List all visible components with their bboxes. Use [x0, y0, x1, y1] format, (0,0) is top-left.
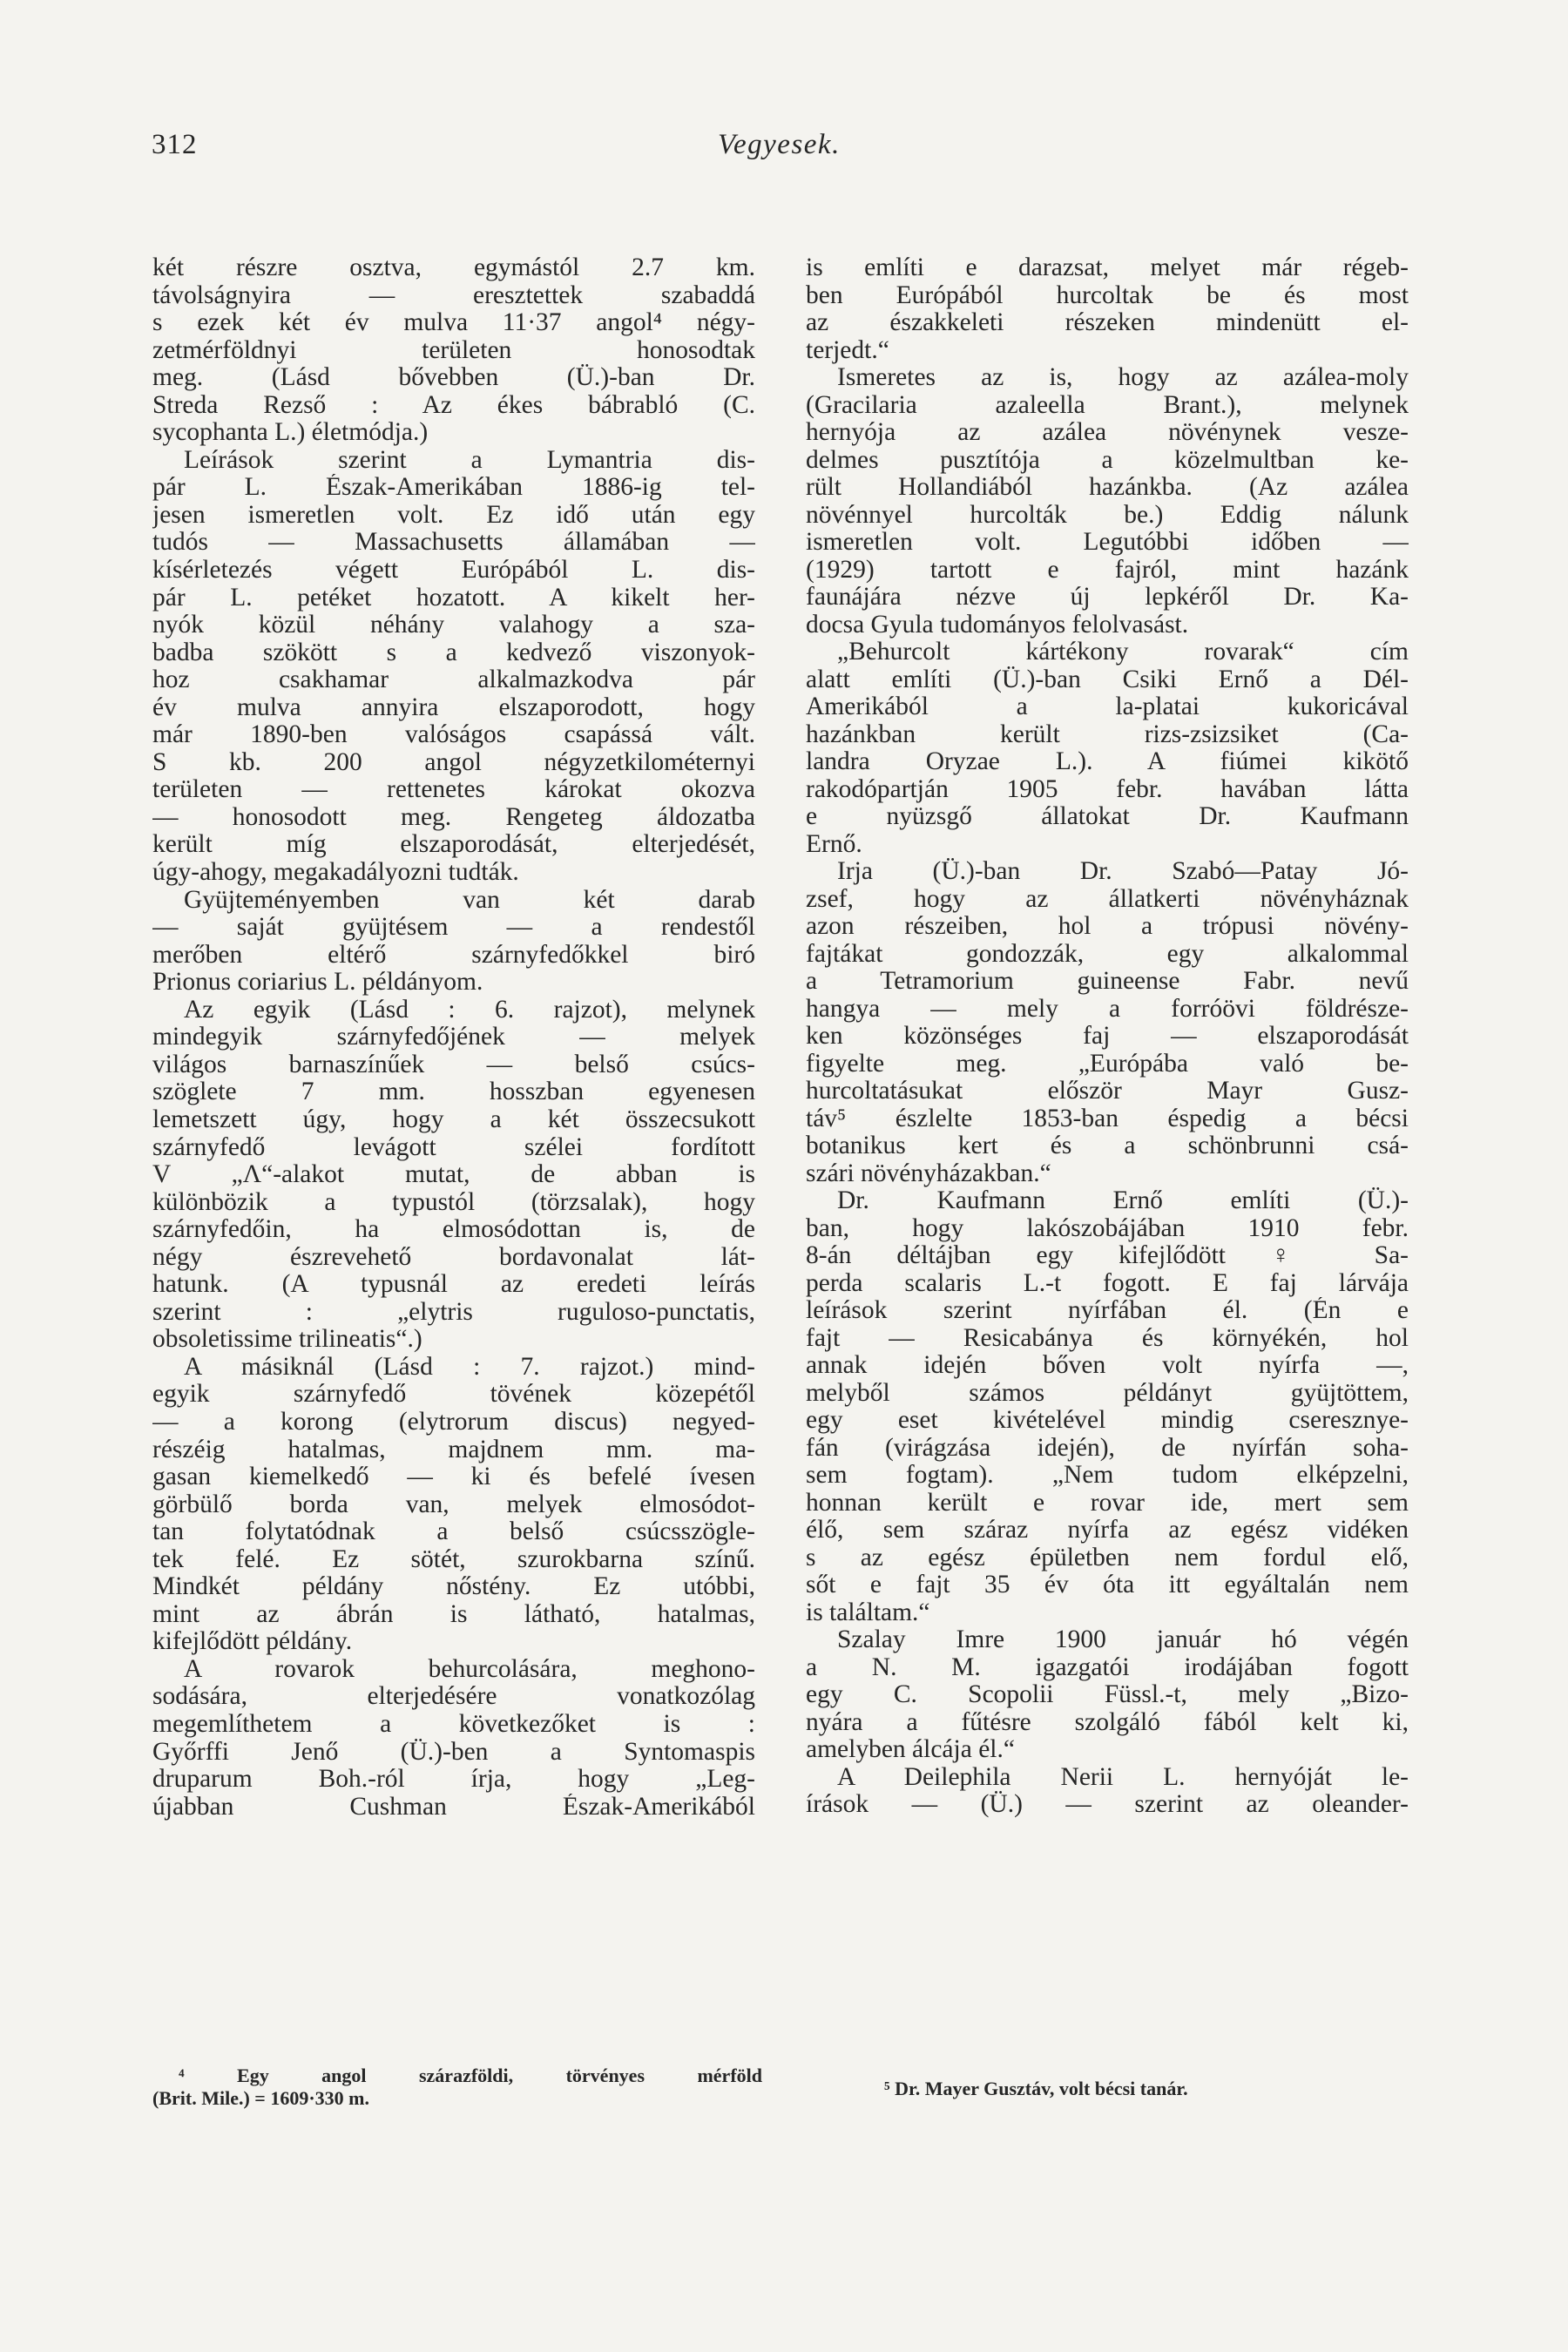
text-line: részéig hatalmas, majdnem mm. ma-: [152, 1436, 755, 1463]
text-line: V „Λ“-alakot mutat, de abban is: [152, 1161, 755, 1189]
text-line: ken közönséges faj — elszaporodását: [806, 1023, 1409, 1050]
text-line: Streda Rezső : Az ékes bábrabló (C.: [152, 391, 755, 419]
text-line: görbülő borda van, melyek elmosódot-: [152, 1490, 755, 1518]
text-line: szerint : „elytris ruguloso-punctatis,: [152, 1298, 755, 1326]
text-line: a Tetramorium guineense Fabr. nevű: [806, 968, 1409, 995]
text-line: mindegyik szárnyfedőjének — melyek: [152, 1024, 755, 1051]
text-line: „Behurcolt kártékony rovarak“ cím: [837, 639, 1409, 666]
text-line: mint az ábrán is látható, hatalmas,: [152, 1600, 755, 1628]
text-line: gasan kiemelkedő — ki és befelé ívesen: [152, 1463, 755, 1491]
text-line: jesen ismeretlen volt. Ez idő után egy: [152, 501, 755, 529]
text-line: s ezek két év mulva 11·37 angol⁴ négy-: [152, 309, 755, 337]
footnote-line: (Brit. Mile.) = 1609·330 m.: [152, 2087, 369, 2109]
text-line: fán (virágzása idején), de nyírfán soha-: [806, 1434, 1409, 1462]
text-line: alatt említi (Ü.)-ban Csiki Ernő a Dél-: [806, 666, 1409, 693]
text-line: Ernő.: [806, 830, 862, 858]
footnote-line: ⁴ Egy angol szárazföldi, törvényes mérföld: [179, 2065, 762, 2086]
text-line: 8-án déltájban egy kifejlődött ♀ Sa-: [806, 1242, 1409, 1269]
text-line: — a korong (elytrorum discus) negyed-: [152, 1408, 755, 1436]
text-line: egyik szárnyfedő tövének közepétől: [152, 1381, 755, 1409]
text-line: egy eset kivételével mindig cseresznye-: [806, 1407, 1409, 1434]
text-line: Ismeretes az is, hogy az azálea-moly: [837, 364, 1409, 391]
text-line: Prionus coriarius L. példányom.: [152, 969, 483, 997]
text-line: azon részeiben, hol a trópusi növény-: [806, 913, 1409, 940]
text-line: Amerikából a la-platai kukoricával: [806, 693, 1409, 720]
footnote-line: ⁵ Dr. Mayer Gusztáv, volt bécsi tanár.: [884, 2078, 1188, 2099]
text-line: hurcoltatásukat először Mayr Gusz-: [806, 1078, 1409, 1105]
text-line: Dr. Kaufmann Ernő említi (Ü.)-: [837, 1187, 1409, 1214]
text-line: szári növényházakban.“: [806, 1159, 1051, 1187]
text-line: — saját gyüjtésem — a rendestől: [152, 914, 755, 942]
text-line: A Deilephila Nerii L. hernyóját le-: [837, 1763, 1409, 1791]
text-line: melyből számos példányt gyüjtöttem,: [806, 1379, 1409, 1407]
text-line: e nyüzsgő állatokat Dr. Kaufmann: [806, 803, 1409, 830]
text-line: szárnyfedő levágott szélei fordított: [152, 1133, 755, 1161]
text-line: kifejlődött példány.: [152, 1628, 353, 1656]
text-line: lemetszett úgy, hogy a két összecsukott: [152, 1105, 755, 1133]
text-line: pár L. Észak-Amerikában 1886-ig tel-: [152, 474, 755, 502]
text-line: került míg elszaporodását, elterjedését,: [152, 831, 755, 859]
text-line: nyára a fűtésre szolgáló fából kelt ki,: [806, 1708, 1409, 1736]
text-line: Gyüjteményemben van két darab: [184, 886, 755, 914]
text-line: rült Hollandiából hazánkba. (Az azálea: [806, 474, 1409, 501]
text-line: ban, hogy lakószobájában 1910 febr.: [806, 1214, 1409, 1242]
footnote-4: [152, 2065, 762, 2110]
text-line: táv⁵ észlelte 1853-ban éspedig a bécsi: [806, 1105, 1409, 1132]
text-line: megemlíthetem a következőket is :: [152, 1710, 755, 1738]
text-line: is említi e darazsat, melyet már régeb-: [806, 254, 1409, 281]
text-line: hatunk. (A typusnál az eredeti leírás: [152, 1271, 755, 1299]
text-line: delmes pusztítója a közelmultban ke-: [806, 446, 1409, 474]
left-text-column: [152, 254, 755, 1821]
text-line: élő, sem száraz nyírfa az egész vidéken: [806, 1517, 1409, 1544]
running-head: [152, 129, 1389, 172]
text-line: hernyója az azálea növénynek vesze-: [806, 419, 1409, 446]
text-line: ismeretlen volt. Legutóbbi időben —: [806, 529, 1409, 556]
text-line: A rovarok behurcolására, meghono-: [184, 1655, 755, 1683]
text-line: zsef, hogy az állatkerti növényháznak: [806, 885, 1409, 913]
text-line: — honosodott meg. Rengeteg áldozatba: [152, 803, 755, 831]
text-line: meg. (Lásd bővebben (Ü.)-ban Dr.: [152, 364, 755, 392]
text-line: Irja (Ü.)-ban Dr. Szabó—Patay Jó-: [837, 858, 1409, 885]
text-line: írások — (Ü.) — szerint az oleander-: [806, 1791, 1409, 1818]
text-line: Győrffi Jenő (Ü.)-ben a Syntomaspis: [152, 1738, 755, 1766]
text-line: honnan került e rovar ide, mert sem: [806, 1489, 1409, 1517]
text-line: az északkeleti részeken mindenütt el-: [806, 309, 1409, 336]
text-line: landra Oryzae L.). A fiúmei kikötő: [806, 748, 1409, 775]
text-line: druparum Boh.-ról írja, hogy „Leg-: [152, 1766, 755, 1794]
text-line: egy C. Scopolii Füssl.-t, mely „Bizo-: [806, 1681, 1409, 1708]
text-line: (1929) tartott e fajról, mint hazánk: [806, 556, 1409, 584]
section-title: Vegyesek.: [718, 129, 841, 160]
text-line: leírások szerint nyírfában él. (Én e: [806, 1297, 1409, 1324]
text-line: fajt — Resicabánya és környékén, hol: [806, 1324, 1409, 1352]
text-line: újabban Cushman Észak-Amerikából: [152, 1793, 755, 1821]
text-line: faunájára nézve új lepkéről Dr. Ka-: [806, 584, 1409, 611]
text-line: badba szökött s a kedvező viszonyok-: [152, 639, 755, 666]
text-line: A másiknál (Lásd : 7. rajzot.) mind-: [184, 1353, 755, 1381]
text-line: amelyben álcája él.“: [806, 1736, 1015, 1763]
text-line: ben Európából hurcoltak be és most: [806, 281, 1409, 309]
text-line: pár L. petéket hozatott. A kikelt her-: [152, 584, 755, 612]
text-line: úgy-ahogy, megakadályozni tudták.: [152, 859, 519, 887]
text-line: obsoletissime trilineatis“.): [152, 1326, 422, 1354]
text-line: nyók közül néhány valahogy a sza-: [152, 612, 755, 639]
text-line: tudós — Massachusetts államában —: [152, 529, 755, 557]
text-line: Mindkét példány nőstény. Ez utóbbi,: [152, 1573, 755, 1601]
text-line: év mulva annyira elszaporodott, hogy: [152, 693, 755, 721]
text-line: rakodópartján 1905 febr. havában látta: [806, 775, 1409, 803]
text-line: különbözik a typustól (törzsalak), hogy: [152, 1188, 755, 1216]
text-line: szöglete 7 mm. hosszban egyenesen: [152, 1078, 755, 1106]
text-line: s az egész épületben nem fordul elő,: [806, 1544, 1409, 1571]
text-line: sem fogtam). „Nem tudom elképzelni,: [806, 1462, 1409, 1489]
text-line: két részre osztva, egymástól 2.7 km.: [152, 254, 755, 281]
text-line: Szalay Imre 1900 január hó végén: [837, 1626, 1409, 1653]
text-line: S kb. 200 angol négyzetkilométernyi: [152, 748, 755, 776]
text-line: terjedt.“: [806, 336, 889, 364]
text-line: hangya — mely a forróövi földrésze-: [806, 995, 1409, 1023]
text-line: hazánkban került rizs-zsizsiket (Ca-: [806, 720, 1409, 748]
text-line: növénnyel hurcolták be.) Eddig nálunk: [806, 501, 1409, 529]
text-line: távolságnyira — eresztettek szabaddá: [152, 281, 755, 309]
text-line: perda scalaris L.-t fogott. E faj lárvája: [806, 1269, 1409, 1297]
text-line: tek felé. Ez sötét, szurokbarna színű.: [152, 1545, 755, 1573]
page-number: 312: [152, 129, 198, 160]
text-line: Az egyik (Lásd : 6. rajzot), melynek: [184, 996, 755, 1024]
text-line: világos barnaszínűek — belső csúcs-: [152, 1051, 755, 1078]
text-line: kísérletezés végett Európából L. dis-: [152, 557, 755, 585]
text-line: sycophanta L.) életmódja.): [152, 419, 429, 447]
text-line: (Gracilaria azaleella Brant.), melynek: [806, 391, 1409, 419]
text-line: már 1890-ben valóságos csapássá vált.: [152, 721, 755, 749]
footnote-5: [858, 2078, 1416, 2100]
text-line: docsa Gyula tudományos felolvasást.: [806, 611, 1189, 639]
text-line: fajtákat gondozzák, egy alkalommal: [806, 940, 1409, 968]
text-line: négy észrevehető bordavonalat lát-: [152, 1243, 755, 1271]
text-line: területen — rettenetes károkat okozva: [152, 776, 755, 804]
text-line: sőt e fajt 35 év óta itt egyáltalán nem: [806, 1571, 1409, 1598]
right-text-column: [806, 254, 1409, 1819]
text-line: Leírások szerint a Lymantria dis-: [184, 446, 755, 474]
text-line: annak idején bőven volt nyírfa —,: [806, 1352, 1409, 1379]
text-line: szárnyfedőin, ha elmosódottan is, de: [152, 1216, 755, 1244]
text-line: zetmérföldnyi területen honosodtak: [152, 336, 755, 364]
text-line: tan folytatódnak a belső csúcsszögle-: [152, 1518, 755, 1546]
text-line: sodására, elterjedésére vonatkozólag: [152, 1683, 755, 1711]
text-line: merőben eltérő szárnyfedőkkel biró: [152, 941, 755, 969]
text-line: hoz csakhamar alkalmazkodva pár: [152, 666, 755, 694]
text-line: figyelte meg. „Európába való be-: [806, 1050, 1409, 1078]
text-line: botanikus kert és a schönbrunni csá-: [806, 1132, 1409, 1159]
text-line: a N. M. igazgatói irodájában fogott: [806, 1653, 1409, 1681]
text-line: is találtam.“: [806, 1598, 930, 1626]
